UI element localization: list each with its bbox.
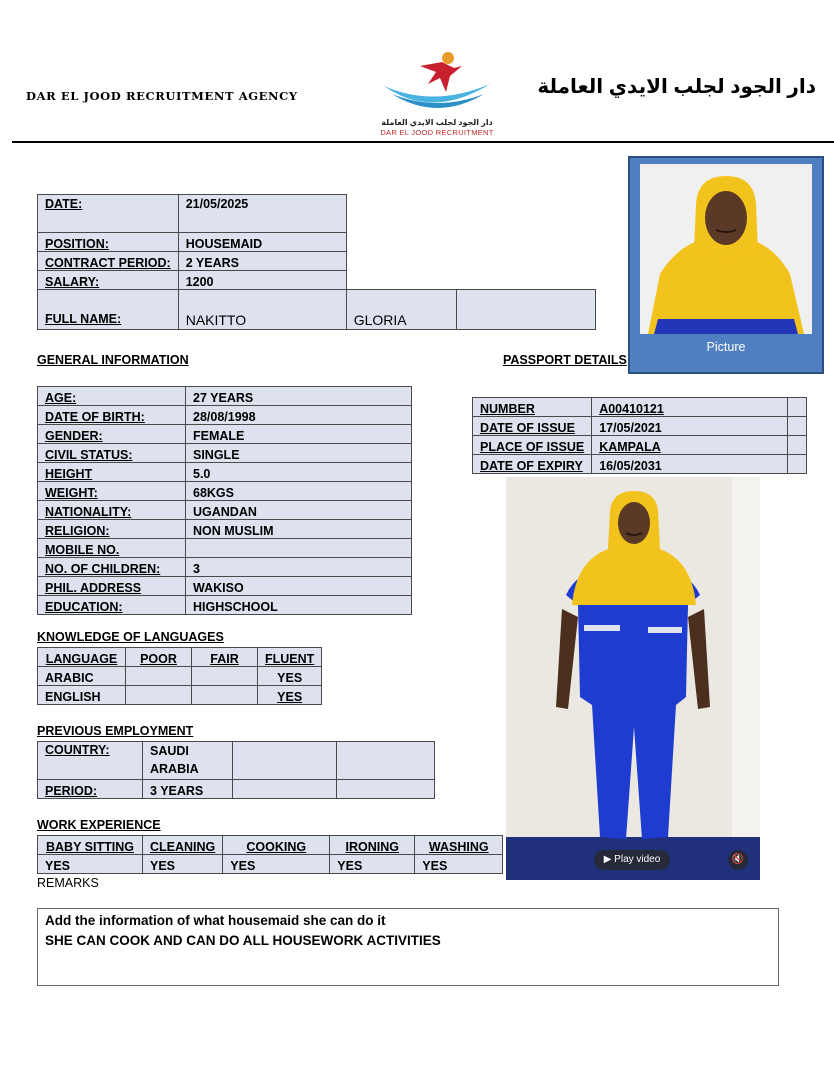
- logo-text-arabic: دار الجود لجلب الايدي العاملة: [381, 118, 493, 127]
- language-fluent: YES: [258, 686, 322, 705]
- full-name-label: FULL NAME:: [38, 290, 179, 330]
- portrait-photo: [640, 164, 812, 334]
- country-label: COUNTRY:: [38, 742, 143, 780]
- language-header: FAIR: [192, 648, 258, 667]
- work-experience-title: WORK EXPERIENCE: [37, 818, 161, 832]
- play-icon: ▶: [603, 854, 612, 865]
- passport-details-table: [472, 397, 807, 474]
- language-fluent: YES: [258, 667, 322, 686]
- general-info-value: SINGLE: [186, 444, 412, 463]
- language-header: FLUENT: [258, 648, 322, 667]
- empty-cell: [788, 455, 807, 474]
- general-info-value: UGANDAN: [186, 501, 412, 520]
- general-info-label: NATIONALITY:: [38, 501, 186, 520]
- table-row: [38, 539, 412, 558]
- salary-value: 1200: [178, 271, 346, 290]
- general-info-value: NON MUSLIM: [186, 520, 412, 539]
- table-row: [38, 501, 412, 520]
- general-info-label: GENDER:: [38, 425, 186, 444]
- passport-label: NUMBER: [473, 398, 592, 417]
- table-row: [473, 455, 807, 474]
- table-row: [473, 417, 807, 436]
- table-row: [38, 271, 596, 290]
- country-line-2: ARABIA: [150, 762, 199, 776]
- position-label: POSITION:: [38, 233, 179, 252]
- general-info-value: WAKISO: [186, 577, 412, 596]
- agency-name-arabic: دار الجود لجلب الايدي العاملة: [537, 76, 816, 98]
- general-info-value: 28/08/1998: [186, 406, 412, 425]
- table-row: [473, 398, 807, 417]
- empty-cell: [233, 742, 337, 780]
- passport-value: KAMPALA: [592, 436, 788, 455]
- general-info-label: MOBILE NO.: [38, 539, 186, 558]
- contract-period-label: CONTRACT PERIOD:: [38, 252, 179, 271]
- general-info-label: NO. OF CHILDREN:: [38, 558, 186, 577]
- first-name-value: NAKITTO: [178, 290, 346, 330]
- table-row: [38, 577, 412, 596]
- language-header: POOR: [126, 648, 192, 667]
- muted-speaker-icon: 🔇: [731, 854, 745, 865]
- language-name: ENGLISH: [38, 686, 126, 705]
- general-info-value: FEMALE: [186, 425, 412, 444]
- general-info-value: 68KGS: [186, 482, 412, 501]
- table-row: [38, 742, 435, 780]
- empty-cell: [788, 417, 807, 436]
- table-row: [38, 836, 503, 855]
- play-video-label: Play video: [614, 854, 661, 865]
- table-row: [38, 558, 412, 577]
- position-value: HOUSEMAID: [178, 233, 346, 252]
- contract-period-value: 2 YEARS: [178, 252, 346, 271]
- work-experience-value: YES: [415, 855, 503, 874]
- table-row: [38, 233, 596, 252]
- table-row: [38, 520, 412, 539]
- extra-name-cell: [456, 290, 595, 330]
- general-info-value: [186, 539, 412, 558]
- agency-logo: [362, 48, 512, 140]
- period-label: PERIOD:: [38, 780, 143, 799]
- table-row: [38, 780, 435, 799]
- previous-employment-table: [37, 741, 435, 799]
- language-name: ARABIC: [38, 667, 126, 686]
- passport-label: PLACE OF ISSUE: [473, 436, 592, 455]
- country-value: [143, 742, 233, 780]
- table-row: [38, 425, 412, 444]
- general-info-value: 5.0: [186, 463, 412, 482]
- general-info-label: EDUCATION:: [38, 596, 186, 615]
- table-row: [38, 252, 596, 271]
- empty-cell: [337, 742, 435, 780]
- table-row: [38, 596, 412, 615]
- work-experience-header: IRONING: [330, 836, 415, 855]
- play-video-button[interactable]: [594, 850, 670, 870]
- passport-label: DATE OF EXPIRY: [473, 455, 592, 474]
- table-row: [38, 290, 596, 330]
- general-info-label: HEIGHT: [38, 463, 186, 482]
- language-header: LANGUAGE: [38, 648, 126, 667]
- logo-text-english: DAR EL JOOD RECRUITMENT: [380, 128, 494, 137]
- table-row: [38, 482, 412, 501]
- passport-details-title: PASSPORT DETAILS: [503, 353, 627, 367]
- full-body-photo: [506, 477, 760, 880]
- general-info-label: AGE:: [38, 387, 186, 406]
- passport-label: DATE OF ISSUE: [473, 417, 592, 436]
- table-row: [38, 855, 503, 874]
- general-info-label: DATE OF BIRTH:: [38, 406, 186, 425]
- language-fair: [192, 667, 258, 686]
- previous-employment-title: PREVIOUS EMPLOYMENT: [37, 724, 194, 738]
- empty-cell: [337, 780, 435, 799]
- picture-caption: Picture: [706, 340, 746, 354]
- picture-frame: [628, 156, 824, 374]
- general-info-value: HIGHSCHOOL: [186, 596, 412, 615]
- mute-button[interactable]: [728, 850, 748, 870]
- country-line-1: SAUDI: [150, 744, 189, 758]
- agency-name-english: DAR EL JOOD RECRUITMENT AGENCY: [26, 89, 298, 103]
- passport-value: 16/05/2031: [592, 455, 788, 474]
- empty-cell: [788, 436, 807, 455]
- work-experience-value: YES: [330, 855, 415, 874]
- table-row: [38, 387, 412, 406]
- language-poor: [126, 686, 192, 705]
- logo-figure-icon: [362, 48, 512, 118]
- languages-title: KNOWLEDGE OF LANGUAGES: [37, 630, 224, 644]
- remarks-line-1: Add the information of what housemaid she can do it: [45, 913, 386, 928]
- salary-label: SALARY:: [38, 271, 179, 290]
- full-body-video-thumbnail[interactable]: [506, 477, 760, 880]
- general-info-label: WEIGHT:: [38, 482, 186, 501]
- remarks-line-2: SHE CAN COOK AND CAN DO ALL HOUSEWORK ACTIVITIES: [45, 933, 441, 948]
- table-row: [38, 195, 596, 233]
- remarks-label: REMARKS: [37, 876, 99, 890]
- table-row: [38, 444, 412, 463]
- last-name-value: GLORIA: [346, 290, 456, 330]
- languages-table: [37, 647, 322, 705]
- general-info-value: 27 YEARS: [186, 387, 412, 406]
- general-info-label: CIVIL STATUS:: [38, 444, 186, 463]
- general-information-title: GENERAL INFORMATION: [37, 353, 189, 367]
- general-info-label: PHIL. ADDRESS: [38, 577, 186, 596]
- work-experience-value: YES: [143, 855, 223, 874]
- general-information-table: [37, 386, 412, 615]
- table-row: [38, 406, 412, 425]
- remarks-box: [37, 908, 779, 986]
- date-value: 21/05/2025: [178, 195, 346, 233]
- work-experience-header: COOKING: [223, 836, 330, 855]
- work-experience-value: YES: [38, 855, 143, 874]
- job-info-table: [37, 194, 596, 330]
- table-row: [38, 667, 322, 686]
- table-row: [38, 648, 322, 667]
- work-experience-value: YES: [223, 855, 330, 874]
- language-poor: [126, 667, 192, 686]
- table-row: [473, 436, 807, 455]
- work-experience-header: WASHING: [415, 836, 503, 855]
- work-experience-header: BABY SITTING: [38, 836, 143, 855]
- header-divider: [12, 141, 834, 143]
- date-label: DATE:: [38, 195, 179, 233]
- passport-value: A00410121: [592, 398, 788, 417]
- general-info-value: 3: [186, 558, 412, 577]
- general-info-label: RELIGION:: [38, 520, 186, 539]
- empty-cell: [233, 780, 337, 799]
- table-row: [38, 686, 322, 705]
- table-row: [38, 463, 412, 482]
- work-experience-header: CLEANING: [143, 836, 223, 855]
- period-value: 3 YEARS: [143, 780, 233, 799]
- work-experience-table: [37, 835, 503, 874]
- empty-cell: [788, 398, 807, 417]
- language-fair: [192, 686, 258, 705]
- passport-value: 17/05/2021: [592, 417, 788, 436]
